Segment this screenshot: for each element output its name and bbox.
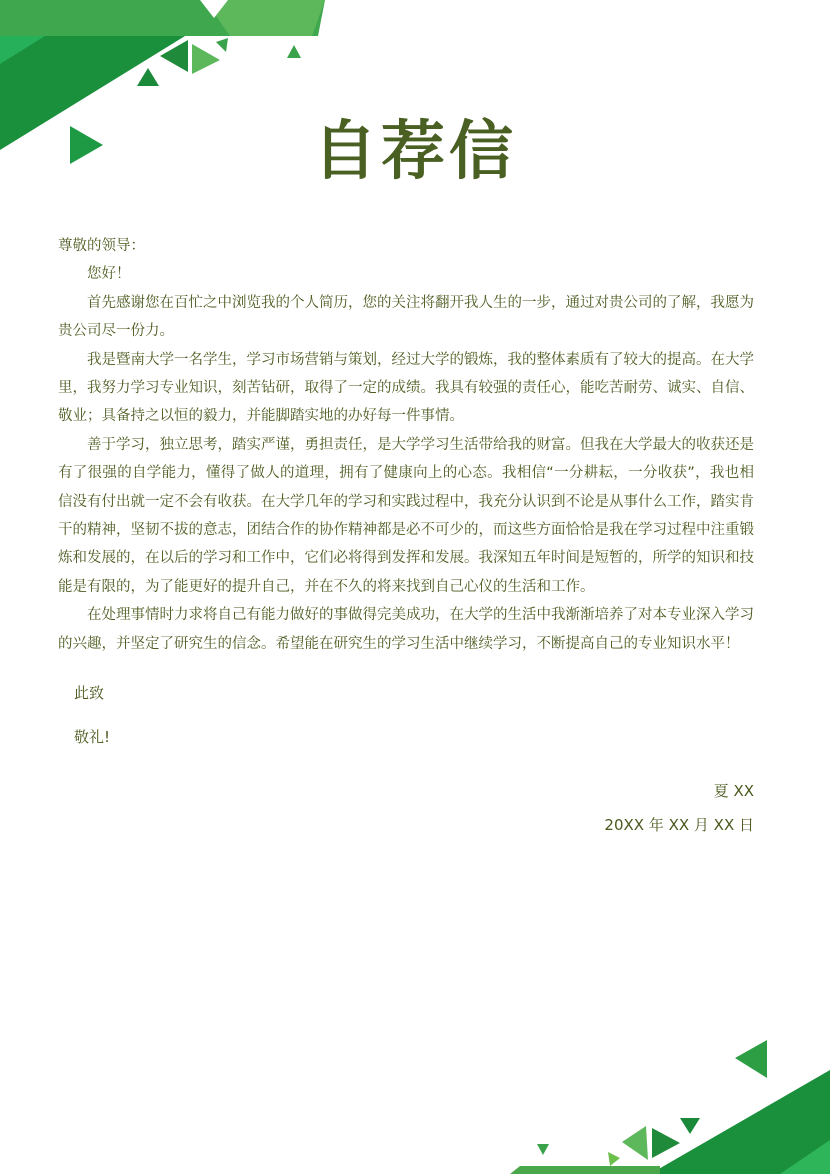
triangle-deco-10 (622, 1126, 648, 1160)
top-banner-shape (0, 0, 325, 36)
triangle-deco-4 (216, 38, 228, 52)
triangle-deco-5 (287, 45, 301, 58)
paragraph-2: 我是暨南大学一名学生，学习市场营销与策划，经过大学的锻炼，我的整体素质有了较大的提高。在大学里，我努力学习专业知识，刻苦钻研，取得了一定的成绩。我具有较强的责任心，能吃苦耐劳、诚实、自信、敬业；具备持之以恒的毅力，并能脚踏实地的办好每一件事情。 (58, 351, 754, 425)
signature-date: 20XX 年 XX 月 XX 日 (604, 816, 754, 834)
salutation: 尊敬的领导： (58, 238, 145, 254)
letter-title: 自荐信 (313, 115, 517, 189)
signature-name: 夏 XX (713, 782, 754, 800)
top-banner-light-shape (205, 0, 325, 36)
top-corner-white-triangle (200, 0, 228, 18)
triangle-deco-1 (160, 40, 188, 72)
paragraph-4: 在处理事情时力求将自己有能力做好的事做得完美成功，在大学的生活中我渐渐培养了对本专业深入学习的兴趣，并坚定了研究生的信念。希望能在研究生的学习生活中继续学习，不断提高自己的专业知识水平！ (58, 607, 754, 652)
triangle-deco-9 (652, 1128, 680, 1158)
triangle-deco-3 (137, 68, 159, 86)
bottom-right-large-shape (650, 1070, 830, 1174)
paragraph-3: 善于学习，独立思考，踏实严谨，勇担责任，是大学学习生活带给我的财富。但我在大学最大的收获还是有了很强的自学能力，懂得了做人的道理，拥有了健康向上的心态。我相信“一分耕耘，一分收获”，我也相信没有付出就一定不会有收获。在大学几年的学习和实践过程中，我充分认识到不论是从事什么工作，踏实肯干的精神，坚韧不拔的意志，团结合作的协作精神都是必不可少的，而这些方面恰恰是我在学习过程中注重锻炼和发展的，在以后的学习和工作中，它们必将得到发挥和发展。我深知五年时间是短暂的，所学的知识和技能是有限的，为了能更好的提升自己，并在不久的将来找到自己心仪的生活和工作。 (58, 436, 754, 595)
triangle-deco-12 (537, 1144, 549, 1155)
bottom-right-light-shape (780, 1140, 830, 1174)
closing-line-2: 敬礼! (74, 728, 111, 746)
triangle-deco-11 (608, 1152, 620, 1166)
closing-line-1: 此致 (74, 684, 105, 702)
diagonal-band-light-shape (0, 36, 45, 64)
greeting: 您好！ (87, 266, 131, 283)
triangle-deco-8 (680, 1118, 700, 1134)
letter-body (58, 232, 754, 658)
triangle-deco-7 (735, 1040, 767, 1078)
bottom-band-shape (510, 1166, 660, 1174)
triangle-deco-2 (192, 44, 220, 74)
paragraph-1: 首先感谢您在百忙之中浏览我的个人简历，您的关注将翻开我人生的一步，通过对贵公司的了解，我愿为贵公司尽一份力。 (58, 294, 754, 340)
